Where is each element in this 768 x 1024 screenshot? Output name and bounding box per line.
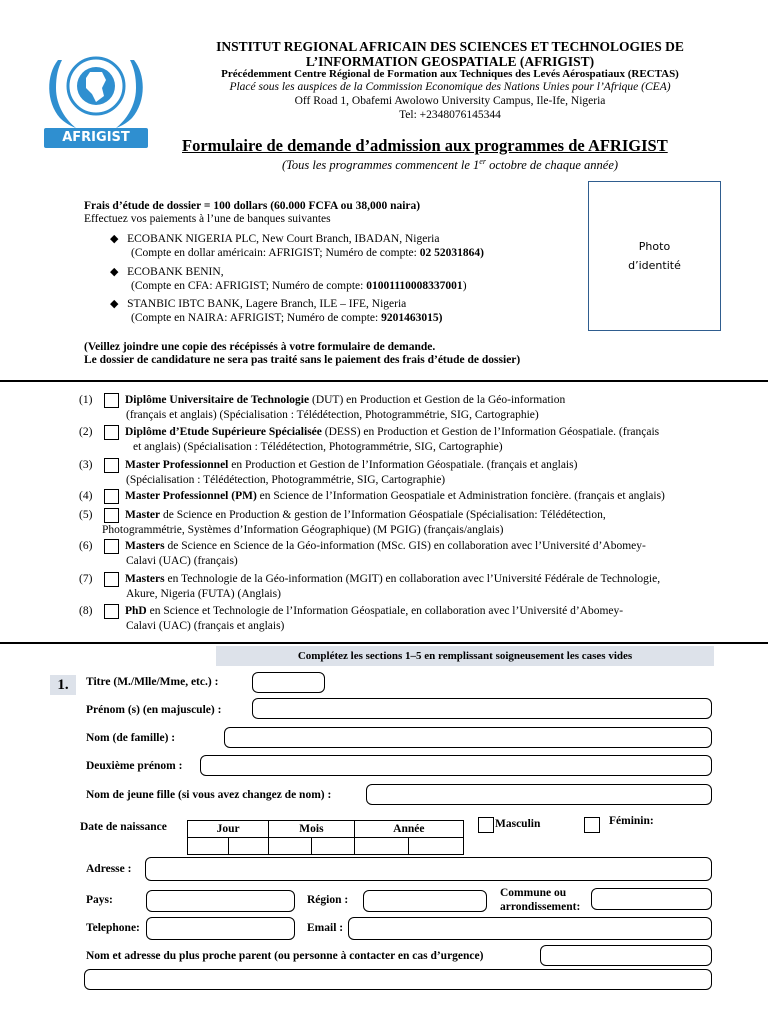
photo-label-2: d’identité	[628, 259, 681, 272]
programme-text-line2: (français et anglais) (Spécialisation : Télédétection, Photogrammétrie, SIG, Cartographie)	[126, 409, 539, 421]
date-cell[interactable]	[269, 838, 312, 855]
date-cell[interactable]	[188, 838, 229, 855]
programme-number: (5)	[79, 509, 93, 521]
region-label: Région :	[307, 894, 349, 906]
programme-checkbox[interactable]	[104, 393, 119, 408]
nom-jeune-fille-field[interactable]	[366, 784, 712, 805]
telephone-number: Tel: +2348076145344	[399, 109, 501, 121]
email-label: Email :	[307, 922, 344, 934]
programme-text-line2: Photogrammétrie, Systèmes d’Information Géographique) (M PGIG) (français/anglais)	[102, 524, 504, 536]
pays-label: Pays:	[86, 894, 113, 906]
jour-header: Jour	[188, 821, 269, 838]
feminin-checkbox[interactable]	[584, 817, 600, 833]
commune-field[interactable]	[591, 888, 712, 910]
programme-number: (1)	[79, 394, 93, 406]
programme-number: (8)	[79, 605, 93, 617]
mois-header: Mois	[269, 821, 355, 838]
programme-text-line2: et anglais) (Spécialisation : Télédétection, Photogrammétrie, SIG, Cartographie)	[133, 441, 503, 453]
telephone-field[interactable]	[146, 917, 295, 940]
receipt-note: (Veillez joindre une copie des récépissés à votre formulaire de demande.	[84, 341, 436, 353]
diamond-bullet-icon: ◆	[110, 298, 119, 310]
payment-required-note: Le dossier de candidature ne sera pas traité sans le paiement des frais d’étude de dossier)	[84, 354, 521, 366]
feminin-label: Féminin:	[609, 815, 654, 827]
date-cell[interactable]	[228, 838, 269, 855]
postal-address: Off Road 1, Obafemi Awolowo University Campus, Ile-Ife, Nigeria	[294, 95, 606, 107]
section-instruction-bar: Complétez les sections 1–5 en remplissant soigneusement les cases vides	[216, 646, 714, 666]
programme-number: (4)	[79, 490, 93, 502]
programme-text: Masters en Technologie de la Géo-information (MGIT) en collaboration avec l’Université Fédérale de Technologie,	[125, 573, 661, 585]
deuxieme-prenom-field[interactable]	[200, 755, 712, 776]
bank-item: ◆ ECOBANK NIGERIA PLC, New Court Branch, IBADAN, Nigeria (Compte en dollar américain: AFRIGIST; Numéro de compte: 02 52031864)	[110, 233, 484, 259]
programme-text: Diplôme d’Etude Supérieure Spécialisée (DESS) en Production et Gestion de l’Information Géospatiale. (français	[125, 426, 660, 438]
date-naissance-label: Date de naissance	[80, 821, 167, 833]
programme-number: (2)	[79, 426, 93, 438]
logo-wordmark: AFRIGIST	[62, 130, 130, 145]
photo-box[interactable]	[588, 181, 721, 331]
bank-item: ◆ ECOBANK BENIN, (Compte en CFA: AFRIGIST; Numéro de compte: 01001110008337001)	[110, 266, 467, 292]
programme-checkbox[interactable]	[104, 508, 119, 523]
parent-label: Nom et adresse du plus proche parent (ou personne à contacter en cas d’urgence)	[86, 950, 484, 962]
parent-address-field[interactable]	[84, 969, 712, 990]
deuxieme-prenom-label: Deuxième prénom :	[86, 760, 183, 772]
date-cell[interactable]	[311, 838, 354, 855]
auspices-note: Placé sous les auspices de la Commission Economique des Nations Unies pour l’Afrique (CEA)	[229, 81, 671, 93]
programme-checkbox[interactable]	[104, 425, 119, 440]
date-cell[interactable]	[354, 838, 409, 855]
programme-text: PhD en Science et Technologie de l’Information Géospatiale, en collaboration avec l’Université d’Abomey-	[125, 605, 624, 617]
programme-text: Master Professionnel (PM) en Science de l’Information Geospatiale et Administration foncière. (français et anglais)	[125, 490, 665, 502]
programme-checkbox[interactable]	[104, 458, 119, 473]
programme-text-line2: (Spécialisation : Télédétection, Photogrammétrie, SIG, Cartographie)	[126, 474, 446, 486]
programme-text: Master Professionnel en Production et Gestion de l’Information Géospatiale. (français et anglais)	[125, 459, 578, 471]
region-field[interactable]	[363, 890, 487, 912]
nom-field[interactable]	[224, 727, 712, 748]
programme-number: (3)	[79, 459, 93, 471]
form-subtitle: (Tous les programmes commencent le 1er octobre de chaque année)	[281, 157, 619, 173]
programme-checkbox[interactable]	[104, 572, 119, 587]
org-name-line2: L’INFORMATION GEOSPATIALE (AFRIGIST)	[305, 54, 595, 69]
fee-instruction: Effectuez vos paiements à l’une de banques suivantes	[84, 213, 331, 225]
org-name: INSTITUT REGIONAL AFRICAIN DES SCIENCES ET TECHNOLOGIES DE	[216, 39, 684, 54]
form-title: Formulaire de demande d’admission aux programmes de AFRIGIST	[182, 136, 668, 155]
divider	[0, 642, 768, 644]
annee-header: Année	[354, 821, 463, 838]
date-naissance-table	[187, 820, 464, 855]
nom-label: Nom (de famille) :	[86, 732, 176, 744]
programme-checkbox[interactable]	[104, 604, 119, 619]
masculin-checkbox[interactable]	[478, 817, 494, 833]
bank-item: ◆ STANBIC IBTC BANK, Lagere Branch, ILE – IFE, Nigeria (Compte en NAIRA: AFRIGIST; Numéro de compte: 9201463015)	[110, 298, 443, 324]
programme-text: Masters de Science en Science de la Géo-information (MSc. GIS) en collaboration avec l’Université d’Abomey-	[125, 540, 646, 552]
programme-text-line2: Calavi (UAC) (français)	[126, 555, 238, 567]
parent-field[interactable]	[540, 945, 712, 966]
masculin-label: Masculin	[495, 818, 541, 830]
programme-text-line2: Calavi (UAC) (français et anglais)	[126, 620, 285, 632]
programme-text: Diplôme Universitaire de Technologie (DUT) en Production et Gestion de la Géo-information	[125, 394, 566, 406]
pays-field[interactable]	[146, 890, 295, 912]
programme-checkbox[interactable]	[104, 489, 119, 504]
prenom-field[interactable]	[252, 698, 712, 719]
divider	[0, 380, 768, 382]
photo-label: Photo	[638, 240, 671, 253]
diamond-bullet-icon: ◆	[110, 233, 119, 245]
programme-number: (7)	[79, 573, 93, 585]
bank-list	[110, 232, 484, 325]
titre-label: Titre (M./Mlle/Mme, etc.) :	[86, 676, 219, 688]
email-field[interactable]	[348, 917, 712, 940]
date-cell[interactable]	[409, 838, 464, 855]
arrondissement-label: arrondissement:	[500, 901, 581, 913]
programme-text: Master de Science en Production & gestion de l’Information Géospatiale (Spécialisation: Télédétection,	[125, 509, 606, 521]
adresse-field[interactable]	[145, 857, 712, 881]
programme-checkbox[interactable]	[104, 539, 119, 554]
telephone-label: Telephone:	[86, 922, 140, 934]
fee-amount: Frais d’étude de dossier = 100 dollars (60.000 FCFA ou 38,000 naira)	[84, 200, 421, 212]
nom-jeune-fille-label: Nom de jeune fille (si vous avez changez de nom) :	[86, 789, 332, 801]
diamond-bullet-icon: ◆	[110, 266, 119, 278]
afrigist-logo	[40, 40, 152, 150]
commune-label: Commune ou	[500, 887, 567, 899]
prenom-label: Prénom (s) (en majuscule) :	[86, 704, 222, 716]
titre-field[interactable]	[252, 672, 325, 693]
adresse-label: Adresse :	[86, 863, 132, 875]
programme-text-line2: Akure, Nigeria (FUTA) (Anglais)	[126, 588, 281, 600]
programme-number: (6)	[79, 540, 93, 552]
section-number: 1.	[50, 675, 76, 695]
formerly-note: Précédemment Centre Régional de Formation aux Techniques des Levés Aérospatiaux (RECTAS)	[221, 68, 679, 80]
